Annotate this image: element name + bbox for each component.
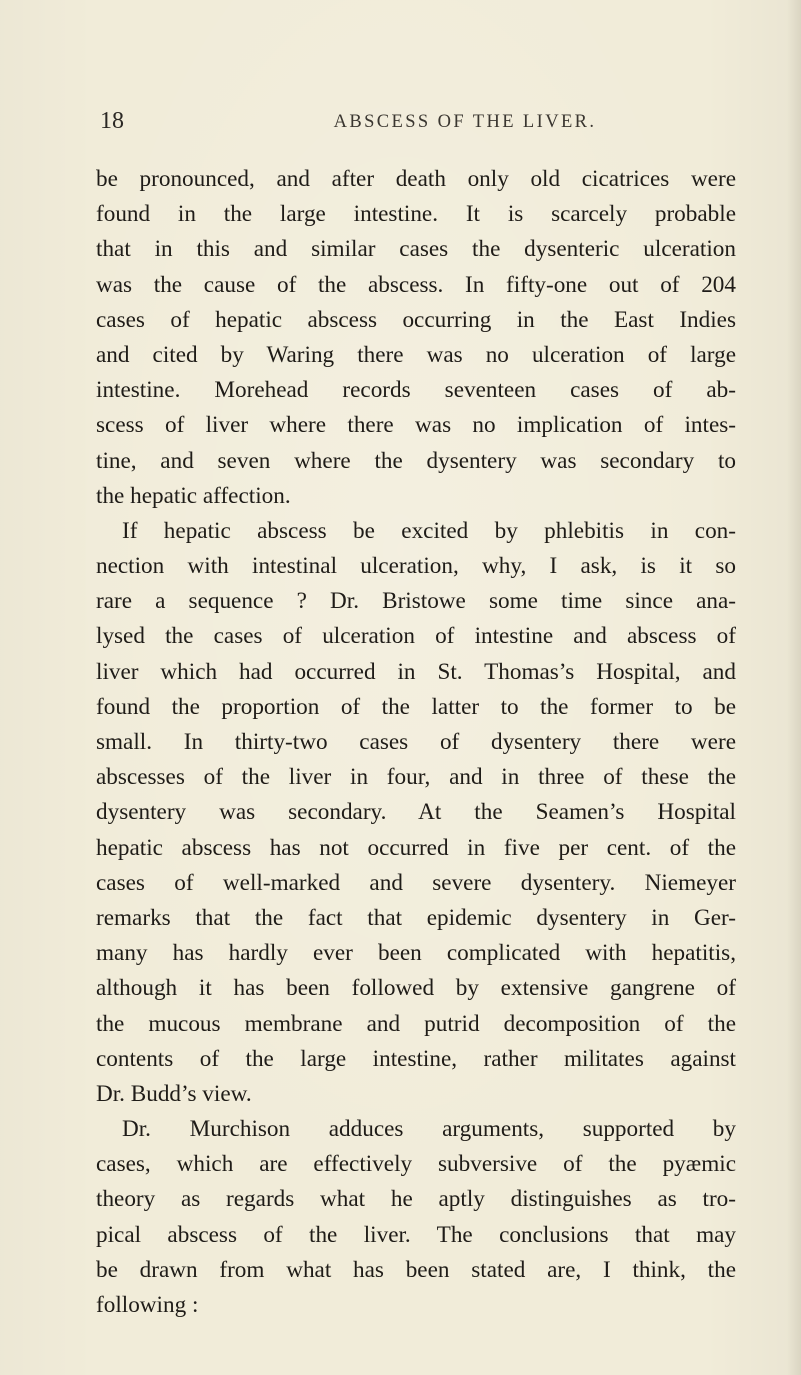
text-line: found in the large intestine. It is scarcely probable — [96, 201, 736, 228]
text-line: found the proportion of the latter to the former to be — [96, 693, 736, 720]
text-line: the mucous membrane and putrid decomposition of the — [96, 1010, 736, 1037]
text-line: tine, and seven where the dysentery was secondary to — [96, 447, 736, 474]
text-line: hepatic abscess has not occurred in five per cent. of the — [96, 834, 736, 861]
text-line: although it has been followed by extensive gangrene of — [96, 975, 736, 1002]
text-line: scess of liver where there was no implication of intes- — [96, 412, 736, 439]
text-line: many has hardly ever been complicated with hepatitis, — [96, 940, 736, 967]
text-line: the hepatic affection. — [96, 482, 291, 509]
text-line: liver which had occurred in St. Thomas’s Hospital, and — [96, 658, 736, 685]
text-line: rare a sequence ? Dr. Bristowe some time since ana- — [96, 588, 736, 615]
text-line: abscesses of the liver in four, and in three of these the — [96, 764, 736, 791]
page-header — [100, 106, 740, 140]
text-line: Dr. Murchison adduces arguments, supported by — [122, 1116, 736, 1143]
page-number: 18 — [100, 108, 124, 134]
text-line: cases of well-marked and severe dysentery. Niemeyer — [96, 869, 736, 896]
text-line: cases, which are effectively subversive of the pyæmic — [96, 1151, 736, 1178]
page-edge-shadow — [787, 0, 801, 1375]
text-line: nection with intestinal ulceration, why, I ask, is it so — [96, 553, 736, 580]
text-line: that in this and similar cases the dysenteric ulceration — [96, 236, 736, 263]
text-line: small. In thirty-two cases of dysentery there were — [96, 729, 736, 755]
text-line: was the cause of the abscess. In fifty-one out of 204 — [96, 271, 736, 298]
text-line: cases of hepatic abscess occurring in the East Indies — [96, 306, 736, 333]
text-line: following : — [96, 1292, 199, 1318]
text-line: contents of the large intestine, rather militates against — [96, 1045, 736, 1072]
body-text — [96, 162, 736, 1323]
text-line: If hepatic abscess be excited by phlebitis in con- — [122, 517, 736, 544]
text-line: and cited by Waring there was no ulceration of large — [96, 341, 736, 368]
running-head: ABSCESS OF THE LIVER. — [333, 112, 597, 132]
text-line: remarks that the fact that epidemic dysentery in Ger- — [96, 904, 736, 931]
text-line: theory as regards what he aptly distinguishes as tro- — [96, 1186, 736, 1213]
text-line: be pronounced, and after death only old cicatrices were — [96, 166, 736, 192]
text-line: pical abscess of the liver. The conclusions that may — [96, 1221, 736, 1248]
text-line: lysed the cases of ulceration of intestine and abscess of — [96, 623, 736, 650]
text-line: intestine. Morehead records seventeen cases of ab- — [96, 377, 736, 404]
text-line: be drawn from what has been stated are, I think, the — [96, 1256, 736, 1283]
text-line: dysentery was secondary. At the Seamen’s Hospital — [96, 799, 736, 826]
text-line: Dr. Budd’s view. — [96, 1080, 252, 1107]
